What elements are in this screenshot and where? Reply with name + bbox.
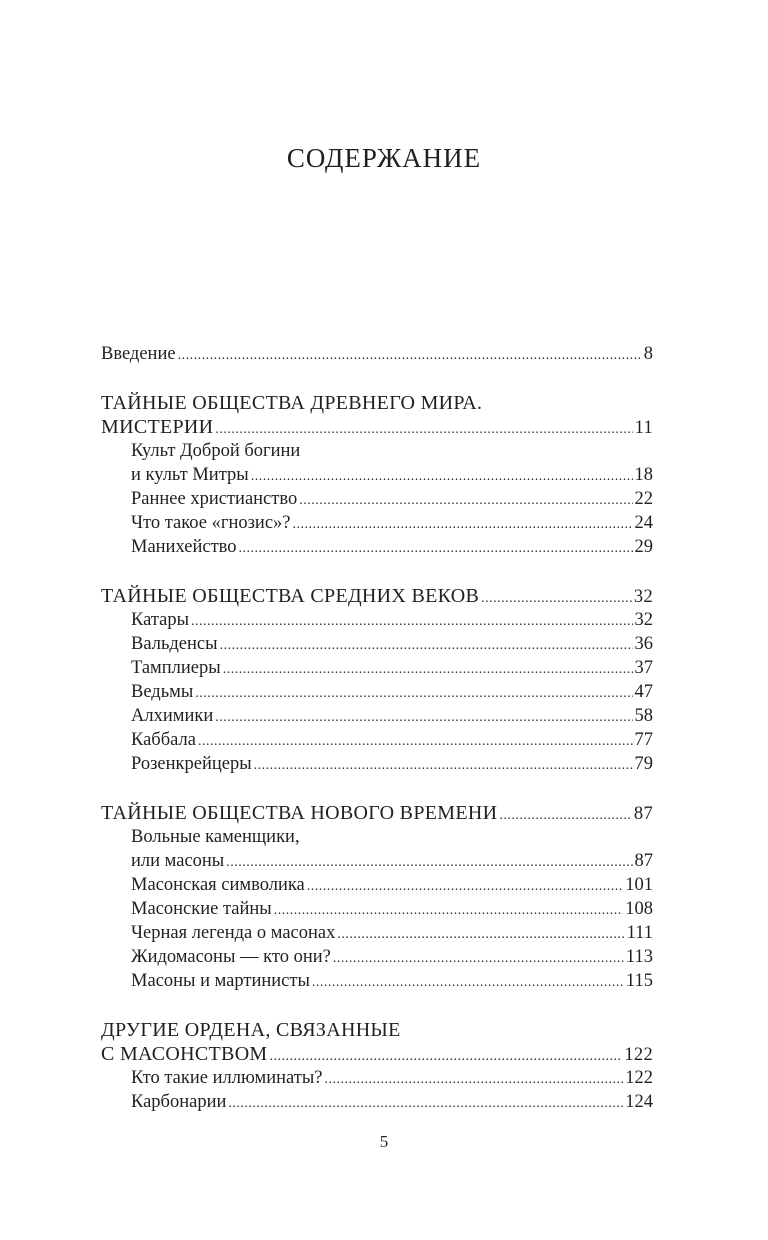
toc-entry-title: ДРУГИЕ ОРДЕНА, СВЯЗАННЫЕ (101, 1019, 401, 1041)
toc-entry-title: Тамплиеры (131, 658, 221, 678)
toc-entry[interactable] (101, 704, 653, 728)
toc-entry-page: 108 (625, 899, 653, 919)
toc-entry-page: 47 (634, 682, 653, 702)
dot-leader (337, 923, 624, 947)
toc-entry-page: 124 (625, 1092, 653, 1112)
toc-entry[interactable] (101, 849, 653, 873)
toc-entry-title: Черная легенда о масонах (131, 923, 336, 943)
toc-entry[interactable] (101, 897, 653, 921)
toc-entry-page: 122 (625, 1068, 653, 1088)
toc-entry-title: Вольные каменщики, (131, 827, 300, 847)
toc-entry-page: 24 (634, 513, 653, 533)
dot-leader (195, 682, 632, 706)
toc-entry-title: Культ Доброй богини (131, 441, 301, 461)
toc-entry[interactable] (101, 825, 653, 849)
toc-entry-title: Масонские тайны (131, 899, 272, 919)
dot-leader (215, 706, 632, 730)
toc-entry[interactable] (101, 439, 653, 463)
toc-entry-title: С МАСОНСТВОМ (101, 1043, 268, 1065)
toc-section-heading[interactable] (101, 801, 653, 825)
toc-entry-page: 77 (634, 730, 653, 750)
dot-leader (191, 610, 632, 634)
toc-entry-page: 32 (633, 587, 653, 607)
dot-leader (274, 899, 624, 923)
dot-leader (499, 804, 632, 828)
dot-leader (198, 730, 633, 754)
dot-leader (228, 1092, 623, 1116)
toc-entry-page: 8 (643, 344, 653, 364)
toc-entry-title: Ведьмы (131, 682, 194, 702)
toc-entry-title: Манихейство (131, 537, 237, 557)
toc-entry[interactable] (101, 728, 653, 752)
section-spacer (101, 366, 653, 391)
toc-entry[interactable] (101, 1090, 653, 1114)
toc-entry-page: 115 (625, 971, 653, 991)
toc-entry-title: или масоны (131, 851, 225, 871)
toc-entry-title: Алхимики (131, 706, 214, 726)
toc-section (101, 584, 653, 776)
toc-entry[interactable] (101, 463, 653, 487)
toc-entry-page: 22 (634, 489, 653, 509)
toc-entry-page: 32 (634, 610, 653, 630)
dot-leader (299, 489, 632, 513)
toc-entry[interactable] (101, 873, 653, 897)
toc-entry[interactable] (101, 656, 653, 680)
toc-entry-title: Каббала (131, 730, 196, 750)
toc-entry-title: Карбонарии (131, 1092, 227, 1112)
toc-entry-page: 79 (634, 754, 653, 774)
toc-section-heading[interactable] (101, 391, 653, 415)
toc-entry-page: 111 (626, 923, 653, 943)
toc-sections (101, 366, 653, 1114)
toc-entry-title: МИСТЕРИИ (101, 416, 214, 438)
toc-entry-title: и культ Митры (131, 465, 249, 485)
toc-entry-intro[interactable] (101, 342, 653, 366)
toc-entry-title: Жидомасоны — кто они? (131, 947, 331, 967)
toc-entry[interactable] (101, 945, 653, 969)
toc-entry-title: Розенкрейцеры (131, 754, 252, 774)
dot-leader (226, 851, 632, 875)
toc-section-heading[interactable] (101, 415, 653, 439)
toc-section-heading[interactable] (101, 1018, 653, 1042)
toc-entry[interactable] (101, 969, 653, 993)
toc-entry[interactable] (101, 1066, 653, 1090)
toc-entry[interactable] (101, 511, 653, 535)
dot-leader (325, 1068, 624, 1092)
toc-entry[interactable] (101, 921, 653, 945)
toc-entry[interactable] (101, 680, 653, 704)
toc-entry[interactable] (101, 535, 653, 559)
page-number: 5 (379, 1132, 389, 1151)
toc-entry-title: Масоны и мартинисты (131, 971, 310, 991)
toc-entry-title: Введение (101, 344, 176, 364)
toc-entry-title: ТАЙНЫЕ ОБЩЕСТВА ДРЕВНЕГО МИРА. (101, 392, 483, 414)
section-spacer (101, 776, 653, 801)
toc-entry-page: 29 (634, 537, 653, 557)
toc-entry-page: 122 (624, 1045, 653, 1065)
dot-leader (307, 875, 623, 899)
toc-entry-title: Раннее христианство (131, 489, 298, 509)
dot-leader (220, 634, 633, 658)
toc-entry-title: Кто такие иллюминаты? (131, 1068, 323, 1088)
toc-entry-page: 18 (634, 465, 653, 485)
toc-entry-title: ТАЙНЫЕ ОБЩЕСТВА НОВОГО ВРЕМЕНИ (101, 802, 498, 824)
toc-entry-page: 101 (625, 875, 653, 895)
toc-section (101, 801, 653, 993)
dot-leader (251, 465, 633, 489)
toc-entry[interactable] (101, 608, 653, 632)
table-of-contents (101, 342, 653, 1114)
toc-entry[interactable] (101, 752, 653, 776)
section-spacer (101, 993, 653, 1018)
toc-entry-page: 37 (634, 658, 653, 678)
toc-section-heading[interactable] (101, 1042, 653, 1066)
toc-entry-title: Масонская символика (131, 875, 305, 895)
toc-entry[interactable] (101, 487, 653, 511)
toc-entry-title: ТАЙНЫЕ ОБЩЕСТВА СРЕДНИХ ВЕКОВ (101, 585, 480, 607)
dot-leader (239, 537, 633, 561)
toc-entry-title: Катары (131, 610, 190, 630)
section-spacer (101, 559, 653, 584)
toc-entry-page: 58 (634, 706, 653, 726)
toc-entry-page: 87 (633, 804, 653, 824)
dot-leader (481, 587, 632, 611)
page-title: СОДЕРЖАНИЕ (286, 143, 482, 173)
toc-entry-page: 113 (625, 947, 653, 967)
dot-leader (293, 513, 633, 537)
dot-leader (333, 947, 624, 971)
toc-section (101, 1018, 653, 1114)
toc-entry-page: 36 (634, 634, 653, 654)
dot-leader (312, 971, 624, 995)
toc-entry[interactable] (101, 632, 653, 656)
dot-leader (254, 754, 633, 778)
toc-section-heading[interactable] (101, 584, 653, 608)
toc-entry-page: 87 (634, 851, 653, 871)
toc-entry-title: Что такое «гнозис»? (131, 513, 291, 533)
dot-leader (223, 658, 633, 682)
toc-entry-page: 11 (634, 418, 653, 438)
toc-entry-title: Вальденсы (131, 634, 218, 654)
dot-leader (178, 344, 642, 368)
toc-section (101, 391, 653, 559)
